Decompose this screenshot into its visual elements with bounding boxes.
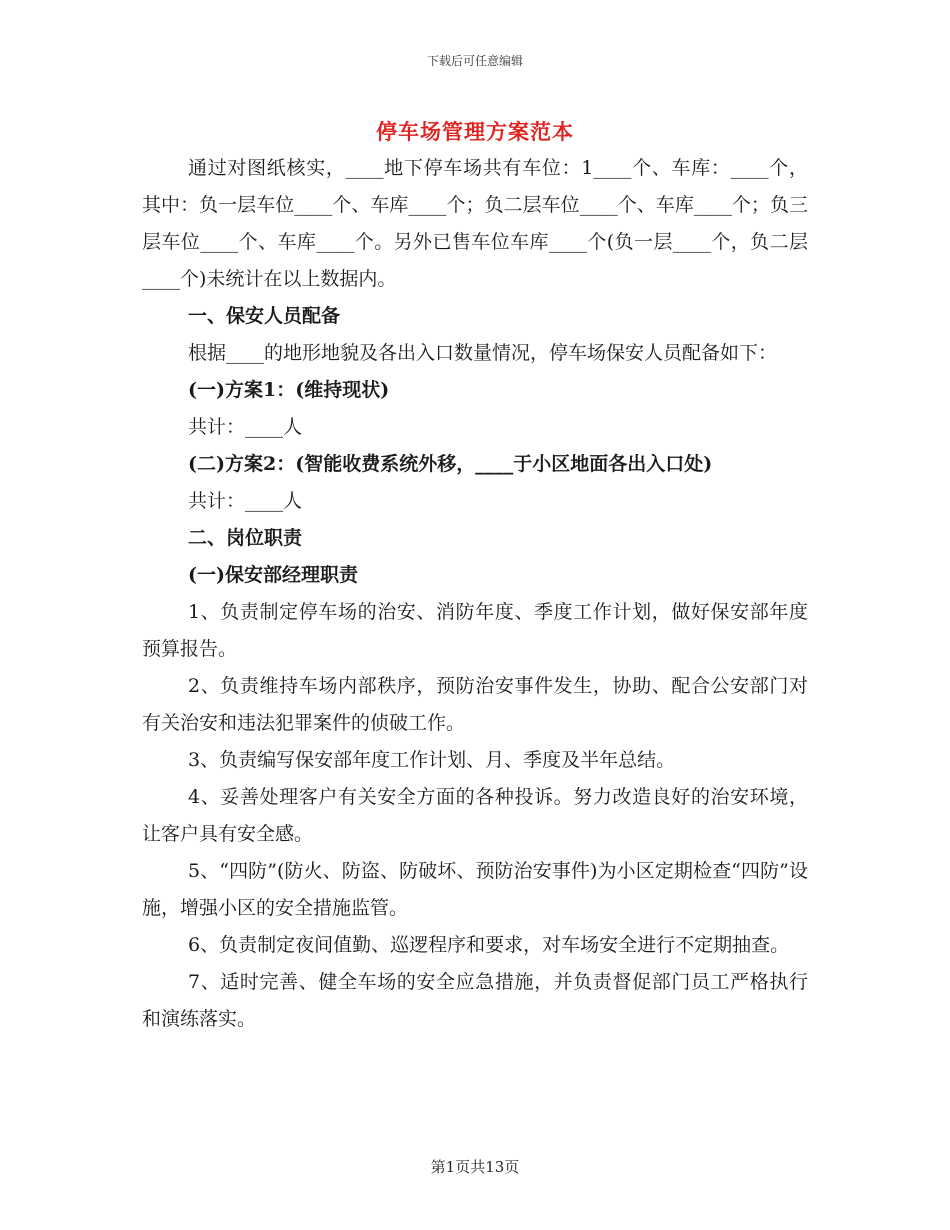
subsection-heading-manager: (一)保安部经理职责 — [188, 564, 358, 586]
duty-item: 2、负责维持车场内部秩序，预防治安事件发生，协助、配合公安部门对有关治安和违法犯罪案件的侦破工作。 — [142, 675, 808, 734]
staffing-paragraph: 根据____的地形地貌及各出入口数量情况，停车场保安人员配备如下： — [188, 342, 778, 364]
plan-2-heading: (二)方案2：(智能收费系统外移，____于小区地面各出入口处) — [188, 453, 713, 475]
document-body — [142, 150, 808, 1038]
duty-item: 7、适时完善、健全车场的安全应急措施，并负责督促部门员工严格执行和演练落实。 — [142, 971, 808, 1030]
section-heading-duties: 二、岗位职责 — [188, 527, 303, 549]
page-number: 第1页共13页 — [430, 1158, 520, 1176]
plan-1-heading: (一)方案1：(维持现状) — [188, 379, 390, 401]
intro-paragraph: 通过对图纸核实，____地下停车场共有车位：1____个、车库：____个，其中：负一层车位____个、车库____个；负二层车位____个、车库____个；负三层车位____个、车库____个。另外已售车位车库____个(负一层____个，负二层____个)未统计在以上数据内。 — [142, 157, 808, 290]
duty-item: 3、负责编写保安部年度工作计划、月、季度及半年总结。 — [188, 749, 676, 771]
duty-item: 5、“四防”(防火、防盗、防破坏、预防治安事件)为小区定期检查“四防”设施，增强小区的安全措施监管。 — [142, 860, 808, 919]
document-title: 停车场管理方案范本 — [376, 119, 574, 144]
section-heading-staffing: 一、保安人员配备 — [188, 305, 341, 327]
duty-item: 1、负责制定停车场的治安、消防年度、季度工作计划，做好保安部年度预算报告。 — [142, 601, 808, 660]
page-header-note: 下载后可任意编辑 — [426, 54, 523, 68]
plan-2-total: 共计：____人 — [188, 490, 303, 512]
plan-1-total: 共计：____人 — [188, 416, 303, 438]
duty-item: 6、负责制定夜间值勤、巡逻程序和要求，对车场安全进行不定期抽查。 — [188, 934, 790, 956]
duty-item: 4、妥善处理客户有关安全方面的各种投诉。努力改造良好的治安环境，让客户具有安全感。 — [142, 786, 808, 845]
